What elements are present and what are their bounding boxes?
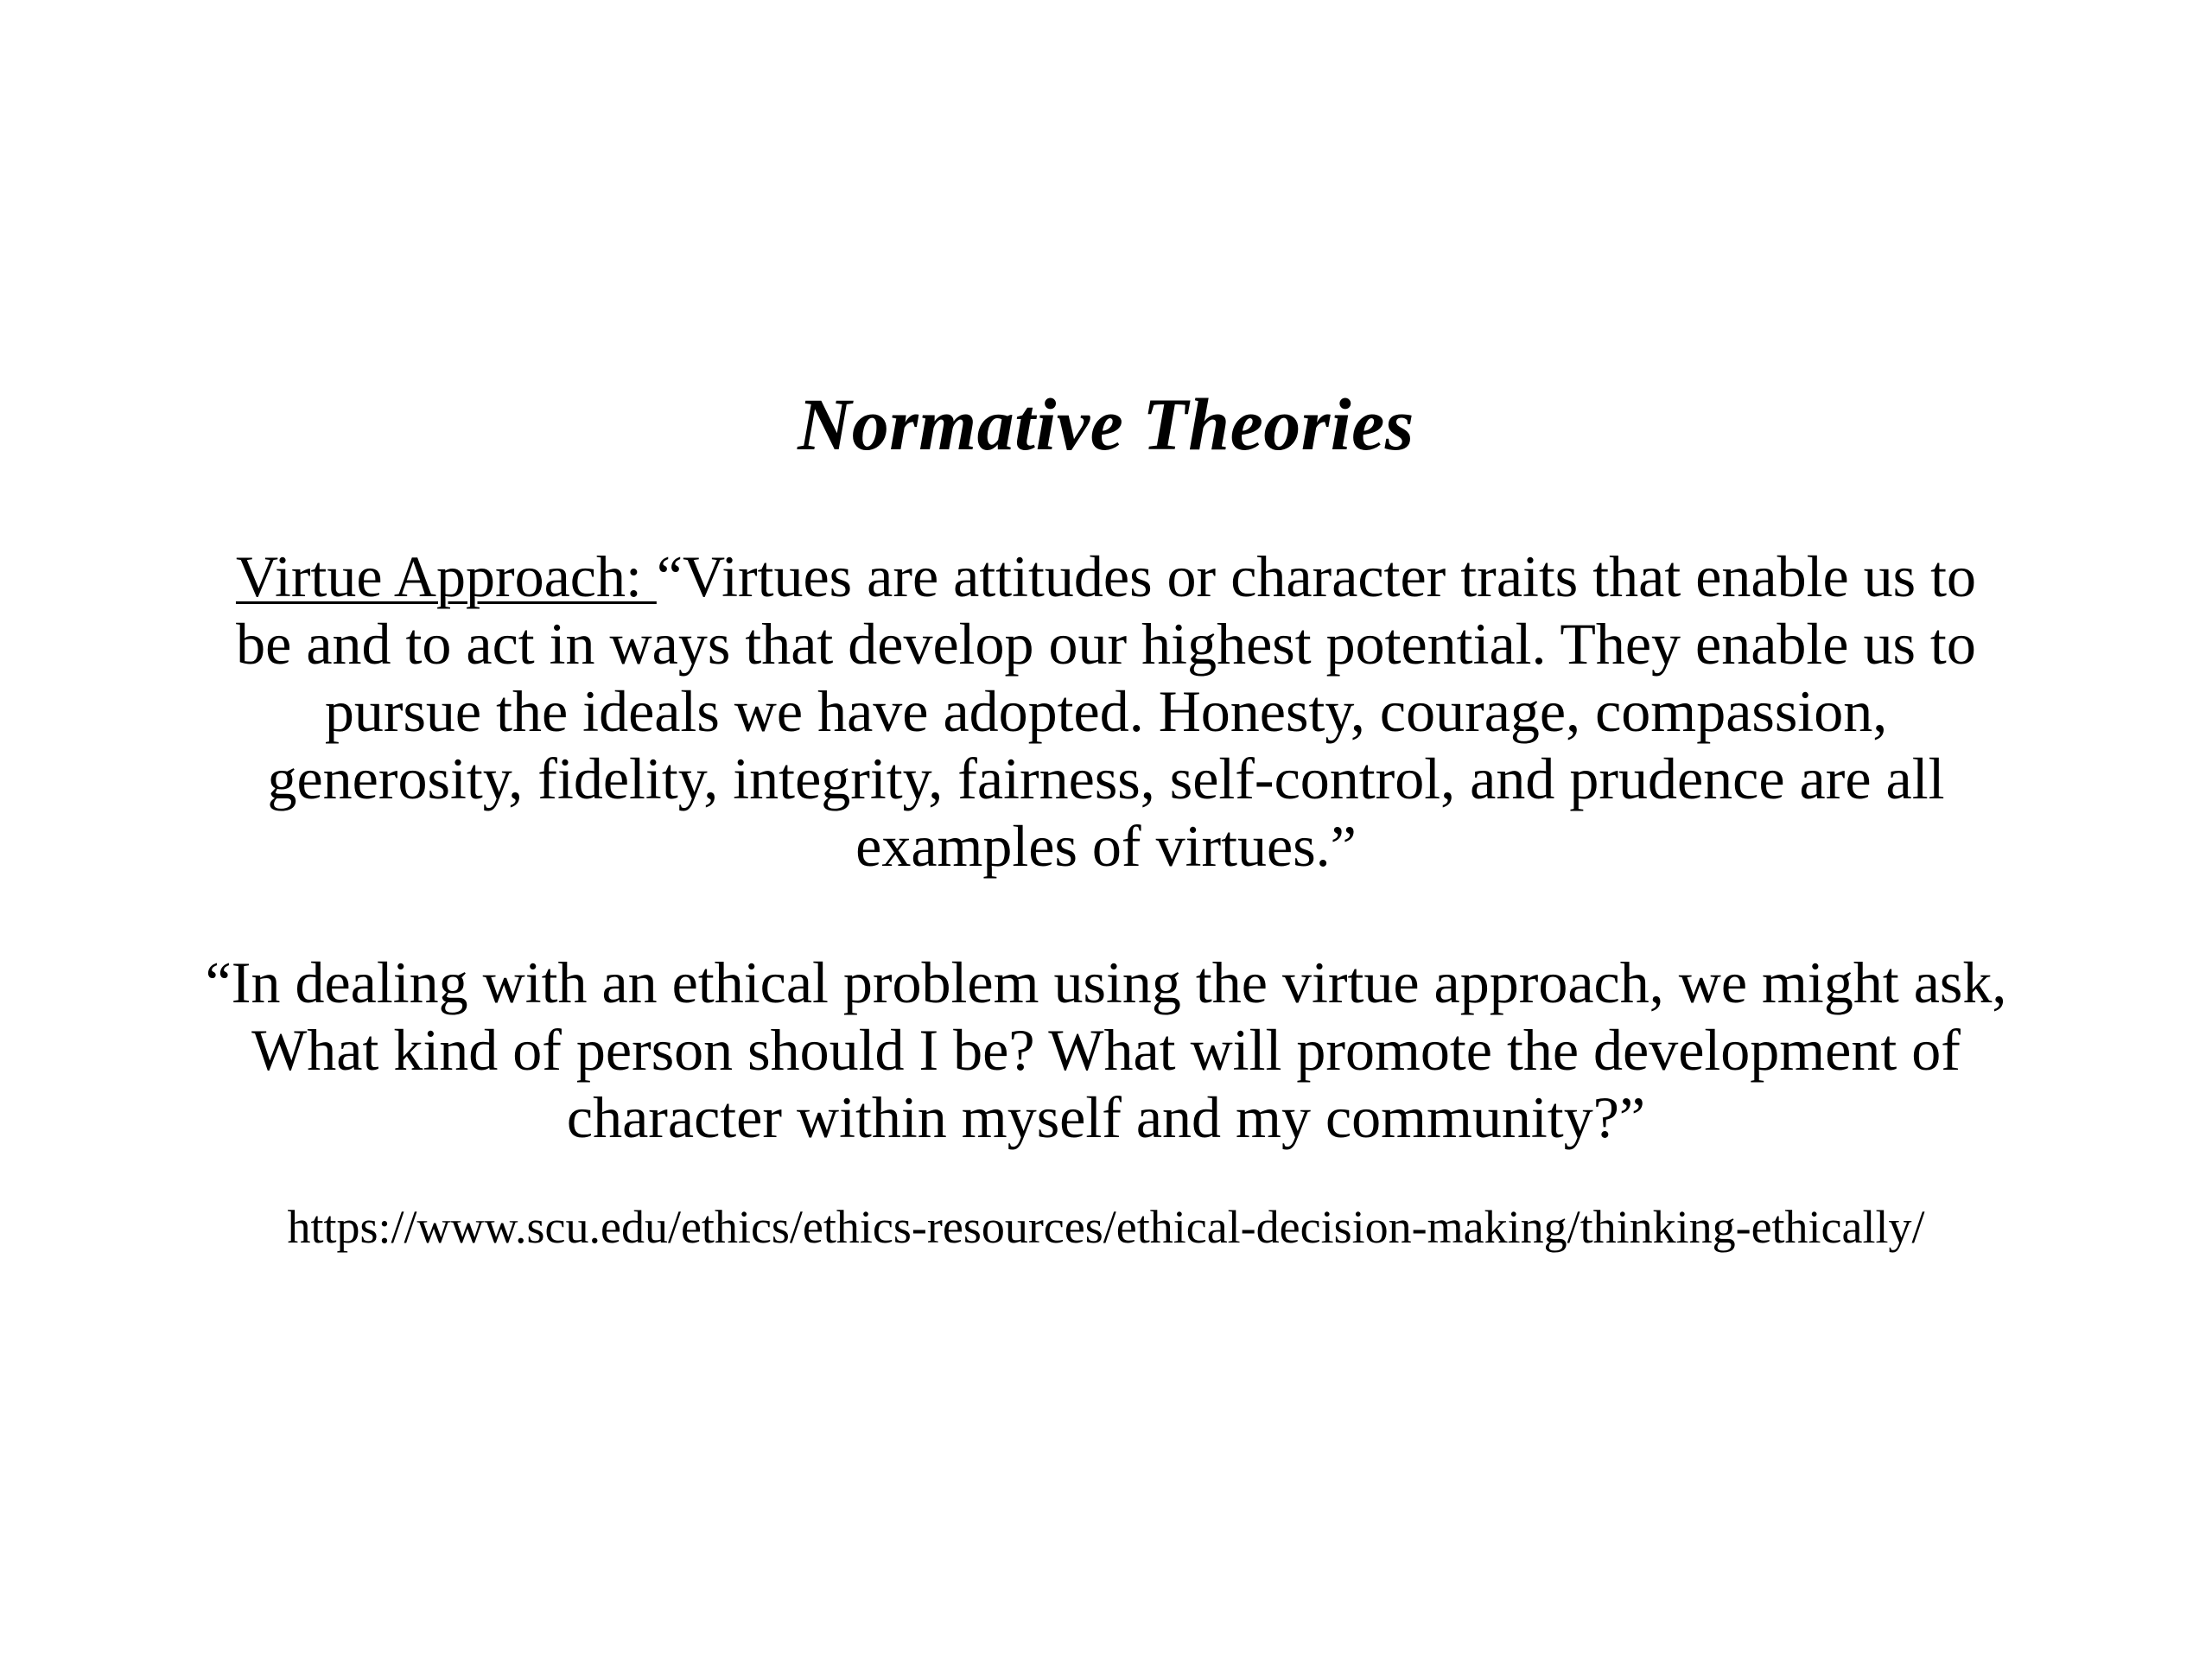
slide-title: Normative Theories [798,383,1414,466]
source-url: https://www.scu.edu/ethics/ethics-resources/ethical-decision-making/thinking-ethically/ [287,1201,1925,1253]
virtue-question-quote: “In dealing with an ethical problem using the virtue approach, we might ask, What kind of person should I be? What will promote the development of character within myself and my community?” [205,950,2007,1150]
virtue-approach-label: Virtue Approach: [235,543,657,609]
virtue-approach-quote: “Virtues are attitudes or character traits that enable us to be and to act in ways that develop our highest potential. They enable us to pursue the ideals we have adopted. Honesty, courage, compassion, generosity, fidelity, integrity, fairness, self-control, and prudence are all examples of virtues.” [236,543,1977,879]
virtue-approach-paragraph [156,543,2056,880]
